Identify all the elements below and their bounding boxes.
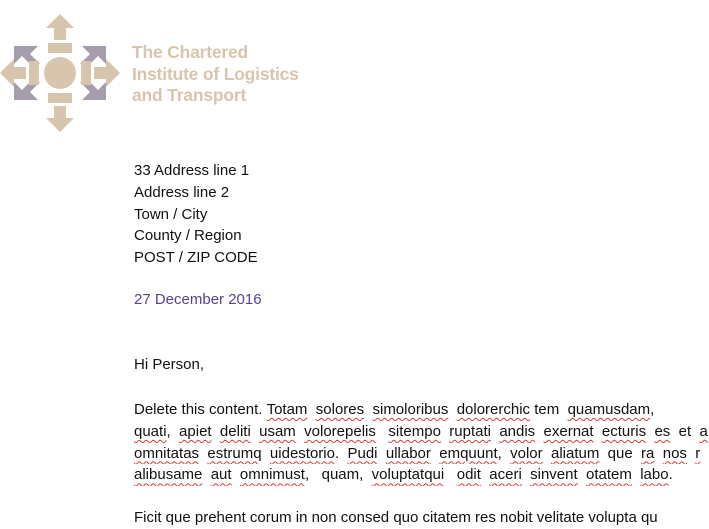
misspelled-word: volor xyxy=(510,444,543,462)
body-text: , xyxy=(166,422,180,440)
misspelled-word: nos xyxy=(662,444,687,462)
body-text xyxy=(202,466,210,483)
body-text xyxy=(535,423,543,440)
misspelled-word: voluptatqui xyxy=(371,466,445,484)
body-text xyxy=(687,445,695,462)
misspelled-word: otatem xyxy=(586,466,632,484)
misspelled-word: a xyxy=(699,422,708,440)
body-text xyxy=(378,445,386,462)
body-paragraph[interactable] xyxy=(134,399,709,486)
address-line[interactable]: Town / City xyxy=(134,205,208,223)
letter-date[interactable]: 27 December 2016 xyxy=(134,291,262,308)
body-text xyxy=(543,445,551,462)
misspelled-word: ecturis xyxy=(601,422,647,440)
body-text xyxy=(262,445,270,462)
address-line[interactable]: County / Region xyxy=(134,227,242,245)
misspelled-word: exernat xyxy=(543,422,594,440)
address-line[interactable]: POST / ZIP CODE xyxy=(134,249,258,267)
misspelled-word: aliatum xyxy=(550,444,600,462)
body-text xyxy=(481,466,489,483)
body-text xyxy=(212,423,220,440)
address-line[interactable]: 33 Address line 1 xyxy=(134,162,250,179)
organization-name xyxy=(132,42,299,107)
misspelled-word: alibusame xyxy=(134,466,203,484)
body-paragraph-2[interactable]: Ficit que prehent corum in non consed quo citatem res nobit velitate volupta qu xyxy=(134,509,658,526)
body-text xyxy=(448,401,456,418)
body-text: tem xyxy=(530,401,568,418)
misspelled-word: sinvent xyxy=(530,466,578,484)
body-text: que xyxy=(599,444,642,462)
misspelled-word: r xyxy=(695,444,701,462)
misspelled-word: solores xyxy=(315,401,365,418)
address-line[interactable]: Address line 2 xyxy=(134,183,230,201)
body-text xyxy=(251,423,259,440)
misspelled-word: dolorerchic xyxy=(456,401,531,418)
body-text: , xyxy=(497,444,511,462)
misspelled-word: usam xyxy=(259,422,296,440)
misspelled-word: simoloribus xyxy=(372,401,449,418)
body-text: Delete this content. xyxy=(134,401,267,418)
misspelled-word: ra xyxy=(641,444,655,462)
body-text xyxy=(307,401,315,418)
misspelled-word: Pudi xyxy=(347,444,378,462)
body-text: . xyxy=(668,466,673,484)
misspelled-word: emquunt xyxy=(439,444,498,462)
misspelled-word: deliti xyxy=(219,422,251,440)
body-text xyxy=(654,445,662,462)
body-text xyxy=(444,466,457,483)
body-text xyxy=(522,466,530,483)
misspelled-word: aceri xyxy=(489,466,522,484)
body-line[interactable] xyxy=(134,399,709,421)
misspelled-word: quamusdam xyxy=(567,401,651,418)
misspelled-word: omnitatas xyxy=(134,444,200,462)
misspelled-word: uidestorio xyxy=(269,444,335,462)
body-text xyxy=(441,423,449,440)
body-text: , quam, xyxy=(304,466,372,484)
body-text xyxy=(632,466,640,483)
misspelled-word: labo xyxy=(640,466,669,484)
misspelled-word: es xyxy=(654,422,671,440)
greeting[interactable]: Hi Person, xyxy=(134,356,205,373)
misspelled-word: estrumq xyxy=(207,444,262,462)
misspelled-word: odit xyxy=(456,466,481,484)
misspelled-word: omnimust xyxy=(239,466,305,484)
org-name-line-3: and Transport xyxy=(132,85,247,105)
body-text xyxy=(578,466,586,483)
body-line[interactable] xyxy=(134,464,709,486)
org-name-line-1: The Chartered xyxy=(132,42,249,62)
body-text: , xyxy=(650,401,655,418)
misspelled-word: Totam xyxy=(266,401,308,418)
body-line[interactable] xyxy=(134,443,709,465)
recipient-address[interactable] xyxy=(134,160,258,269)
cilt-logo-icon xyxy=(0,14,120,132)
misspelled-word: andis xyxy=(499,422,536,440)
body-text xyxy=(232,466,240,483)
misspelled-word: aut xyxy=(210,466,232,484)
body-line[interactable] xyxy=(134,421,709,443)
misspelled-word: ruptati xyxy=(449,422,491,440)
body-text xyxy=(431,445,439,462)
misspelled-word: apiet xyxy=(179,422,212,440)
misspelled-word: ullabor xyxy=(385,444,431,462)
body-text xyxy=(296,423,304,440)
body-text: et xyxy=(670,422,700,440)
body-text: . xyxy=(334,444,348,462)
misspelled-word: volorepelis xyxy=(304,422,376,440)
body-text xyxy=(594,423,602,440)
org-name-line-2: Institute of Logistics xyxy=(132,63,299,84)
body-text xyxy=(376,423,389,440)
misspelled-word: sitempo xyxy=(388,422,441,440)
misspelled-word: quati xyxy=(134,422,167,440)
